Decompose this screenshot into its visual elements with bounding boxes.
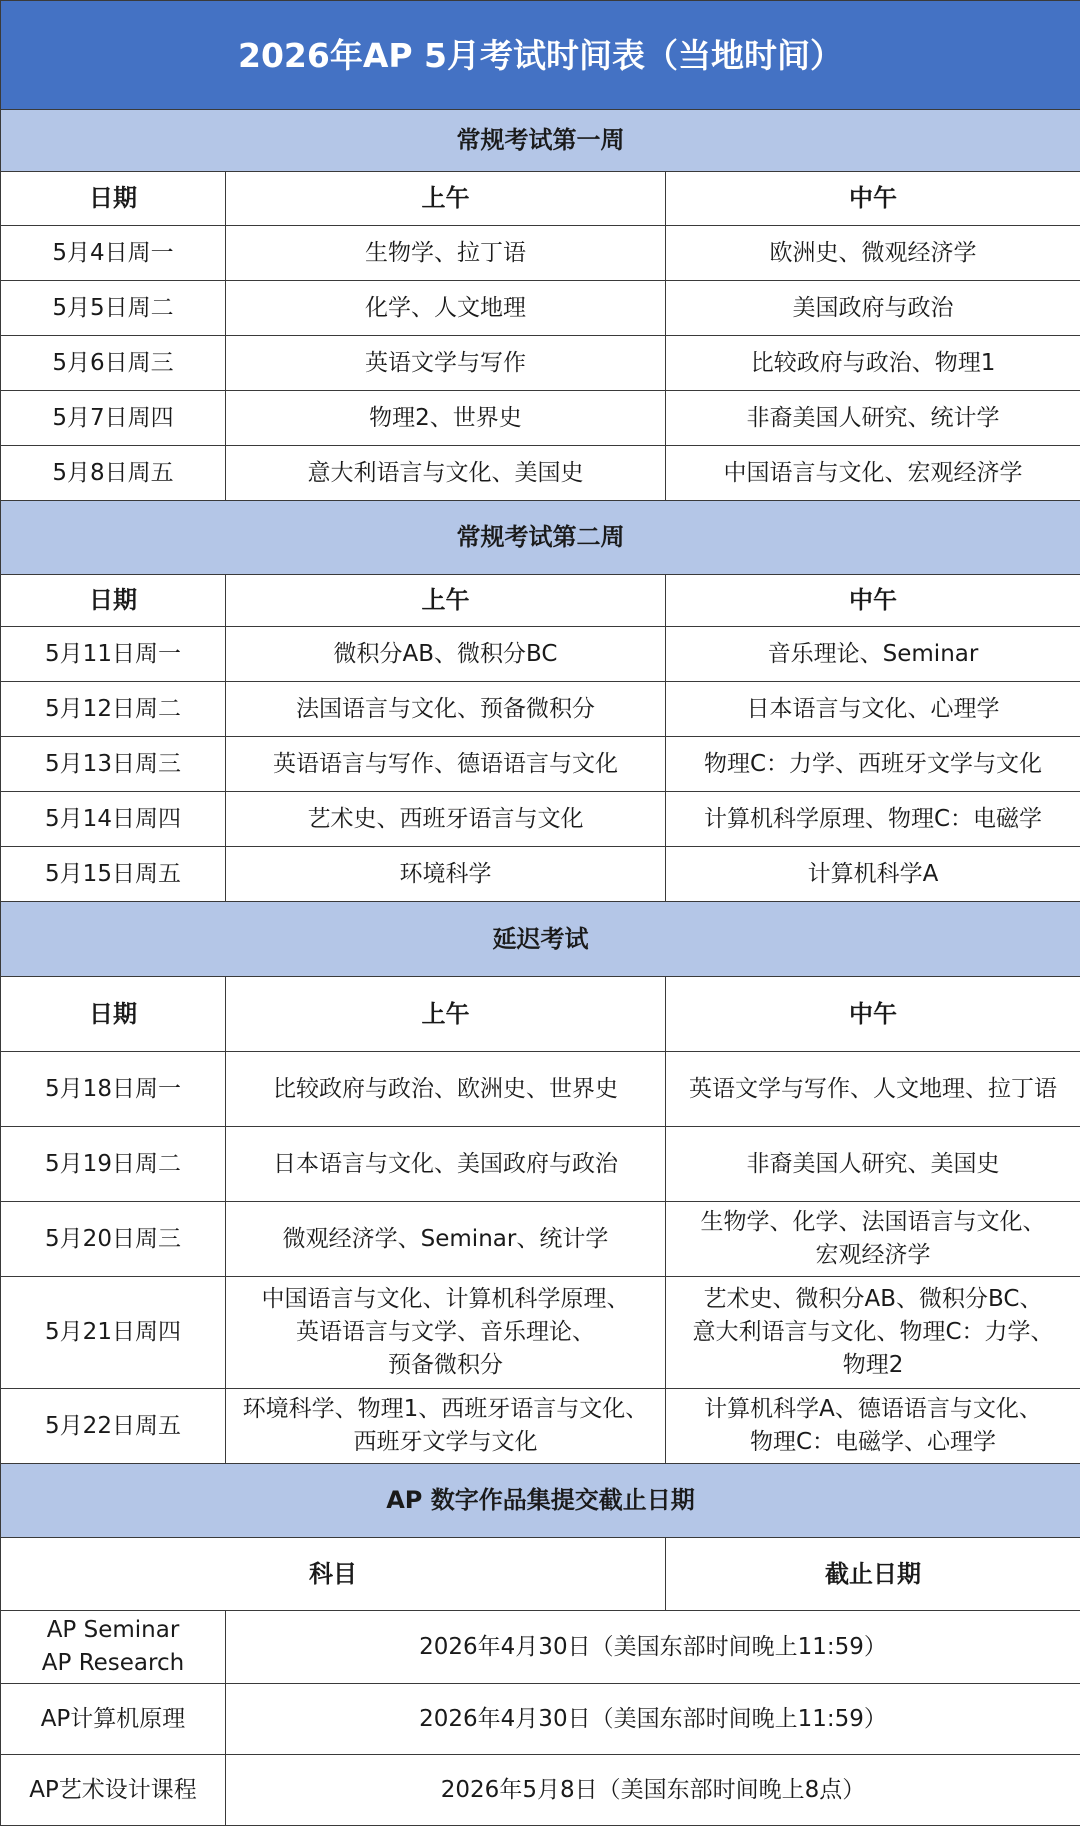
table-row — [1, 1052, 1080, 1127]
cell-date: 5月4日周一 — [1, 226, 226, 281]
cell-date: 5月14日周四 — [1, 792, 226, 847]
cell-noon: 音乐理论、Seminar — [666, 627, 1080, 682]
title-row — [1, 1, 1080, 110]
cell-am — [226, 1389, 666, 1464]
cell-line: 艺术史、微积分AB、微积分BC、 — [670, 1283, 1076, 1316]
cell-am: 艺术史、西班牙语言与文化 — [226, 792, 666, 847]
cell-line: 计算机科学A、德语语言与文化、 — [670, 1393, 1076, 1426]
cell-line: 英语语言与文学、音乐理论、 — [230, 1316, 661, 1349]
cell-noon — [666, 1277, 1080, 1389]
column-header-date: 日期 — [1, 575, 226, 627]
cell-deadline: 2026年4月30日（美国东部时间晚上11:59） — [226, 1684, 1080, 1755]
cell-line: 物理2 — [670, 1349, 1076, 1382]
table-row — [1, 1389, 1080, 1464]
table-row — [1, 1277, 1080, 1389]
cell-noon — [666, 1127, 1080, 1202]
column-header-row — [1, 1538, 1080, 1611]
cell-noon: 比较政府与政治、物理1 — [666, 336, 1080, 391]
cell-line: 日本语言与文化、美国政府与政治 — [230, 1148, 661, 1181]
cell-noon: 非裔美国人研究、统计学 — [666, 391, 1080, 446]
cell-line: 比较政府与政治、欧洲史、世界史 — [230, 1073, 661, 1106]
table-row — [1, 737, 1080, 792]
cell-am: 微积分AB、微积分BC — [226, 627, 666, 682]
cell-noon — [666, 1052, 1080, 1127]
section-header-row — [1, 501, 1080, 575]
cell-date: 5月13日周三 — [1, 737, 226, 792]
section-header-row — [1, 1464, 1080, 1538]
column-header-noon: 中午 — [666, 977, 1080, 1052]
column-header-date: 日期 — [1, 172, 226, 226]
column-header-subject: 科目 — [1, 1538, 666, 1611]
cell-noon — [666, 1202, 1080, 1277]
column-header-deadline: 截止日期 — [666, 1538, 1080, 1611]
cell-date: 5月22日周五 — [1, 1389, 226, 1464]
cell-line: 英语文学与写作、人文地理、拉丁语 — [670, 1073, 1076, 1106]
cell-date: 5月8日周五 — [1, 446, 226, 501]
column-header-noon: 中午 — [666, 575, 1080, 627]
cell-line: AP Seminar — [5, 1614, 221, 1647]
cell-deadline: 2026年4月30日（美国东部时间晚上11:59） — [226, 1611, 1080, 1684]
cell-date: 5月5日周二 — [1, 281, 226, 336]
table-row — [1, 446, 1080, 501]
cell-subject — [1, 1755, 226, 1826]
cell-date: 5月20日周三 — [1, 1202, 226, 1277]
cell-am: 物理2、世界史 — [226, 391, 666, 446]
cell-subject — [1, 1611, 226, 1684]
cell-line: AP艺术设计课程 — [5, 1774, 221, 1807]
table-row — [1, 281, 1080, 336]
cell-am: 法国语言与文化、预备微积分 — [226, 682, 666, 737]
cell-am: 英语语言与写作、德语语言与文化 — [226, 737, 666, 792]
cell-noon: 美国政府与政治 — [666, 281, 1080, 336]
cell-noon: 物理C：力学、西班牙文学与文化 — [666, 737, 1080, 792]
cell-date: 5月15日周五 — [1, 847, 226, 902]
cell-date: 5月18日周一 — [1, 1052, 226, 1127]
cell-am — [226, 1127, 666, 1202]
cell-line: AP Research — [5, 1647, 221, 1680]
section-header-row — [1, 902, 1080, 977]
cell-am: 意大利语言与文化、美国史 — [226, 446, 666, 501]
table-row — [1, 1127, 1080, 1202]
cell-line: 预备微积分 — [230, 1349, 661, 1382]
cell-date: 5月21日周四 — [1, 1277, 226, 1389]
section-title-week2: 常规考试第二周 — [1, 501, 1080, 575]
cell-noon: 日本语言与文化、心理学 — [666, 682, 1080, 737]
cell-line: AP计算机原理 — [5, 1703, 221, 1736]
section-title-portfolio: AP 数字作品集提交截止日期 — [1, 1464, 1080, 1538]
table-row — [1, 847, 1080, 902]
cell-date: 5月6日周三 — [1, 336, 226, 391]
cell-am — [226, 1052, 666, 1127]
cell-noon: 计算机科学A — [666, 847, 1080, 902]
section-header-row — [1, 110, 1080, 172]
table-row — [1, 792, 1080, 847]
cell-line: 非裔美国人研究、美国史 — [670, 1148, 1076, 1181]
cell-line: 西班牙文学与文化 — [230, 1426, 661, 1459]
cell-date: 5月19日周二 — [1, 1127, 226, 1202]
column-header-row — [1, 575, 1080, 627]
cell-date: 5月7日周四 — [1, 391, 226, 446]
cell-am: 英语文学与写作 — [226, 336, 666, 391]
cell-am — [226, 1202, 666, 1277]
cell-line: 物理C：电磁学、心理学 — [670, 1426, 1076, 1459]
cell-date: 5月11日周一 — [1, 627, 226, 682]
cell-date: 5月12日周二 — [1, 682, 226, 737]
column-header-am: 上午 — [226, 575, 666, 627]
table-row — [1, 391, 1080, 446]
cell-line: 意大利语言与文化、物理C：力学、 — [670, 1316, 1076, 1349]
section-title-week1: 常规考试第一周 — [1, 110, 1080, 172]
table-row — [1, 1755, 1080, 1826]
cell-line: 生物学、化学、法国语言与文化、 — [670, 1206, 1076, 1239]
page-title: 2026年AP 5月考试时间表（当地时间） — [1, 1, 1080, 110]
column-header-row — [1, 977, 1080, 1052]
cell-am: 生物学、拉丁语 — [226, 226, 666, 281]
cell-deadline: 2026年5月8日（美国东部时间晚上8点） — [226, 1755, 1080, 1826]
cell-noon: 计算机科学原理、物理C：电磁学 — [666, 792, 1080, 847]
table-row — [1, 336, 1080, 391]
cell-line: 中国语言与文化、计算机科学原理、 — [230, 1283, 661, 1316]
column-header-date: 日期 — [1, 977, 226, 1052]
cell-noon: 欧洲史、微观经济学 — [666, 226, 1080, 281]
column-header-noon: 中午 — [666, 172, 1080, 226]
cell-noon — [666, 1389, 1080, 1464]
section-title-late: 延迟考试 — [1, 902, 1080, 977]
column-header-row — [1, 172, 1080, 226]
table-row — [1, 226, 1080, 281]
cell-am — [226, 1277, 666, 1389]
column-header-am: 上午 — [226, 977, 666, 1052]
cell-line: 微观经济学、Seminar、统计学 — [230, 1223, 661, 1256]
cell-line: 环境科学、物理1、西班牙语言与文化、 — [230, 1393, 661, 1426]
cell-noon: 中国语言与文化、宏观经济学 — [666, 446, 1080, 501]
table-row — [1, 627, 1080, 682]
cell-subject — [1, 1684, 226, 1755]
table-row — [1, 682, 1080, 737]
table-row — [1, 1611, 1080, 1684]
cell-am: 环境科学 — [226, 847, 666, 902]
cell-line: 宏观经济学 — [670, 1239, 1076, 1272]
table-row — [1, 1202, 1080, 1277]
cell-am: 化学、人文地理 — [226, 281, 666, 336]
column-header-am: 上午 — [226, 172, 666, 226]
table-row — [1, 1684, 1080, 1755]
